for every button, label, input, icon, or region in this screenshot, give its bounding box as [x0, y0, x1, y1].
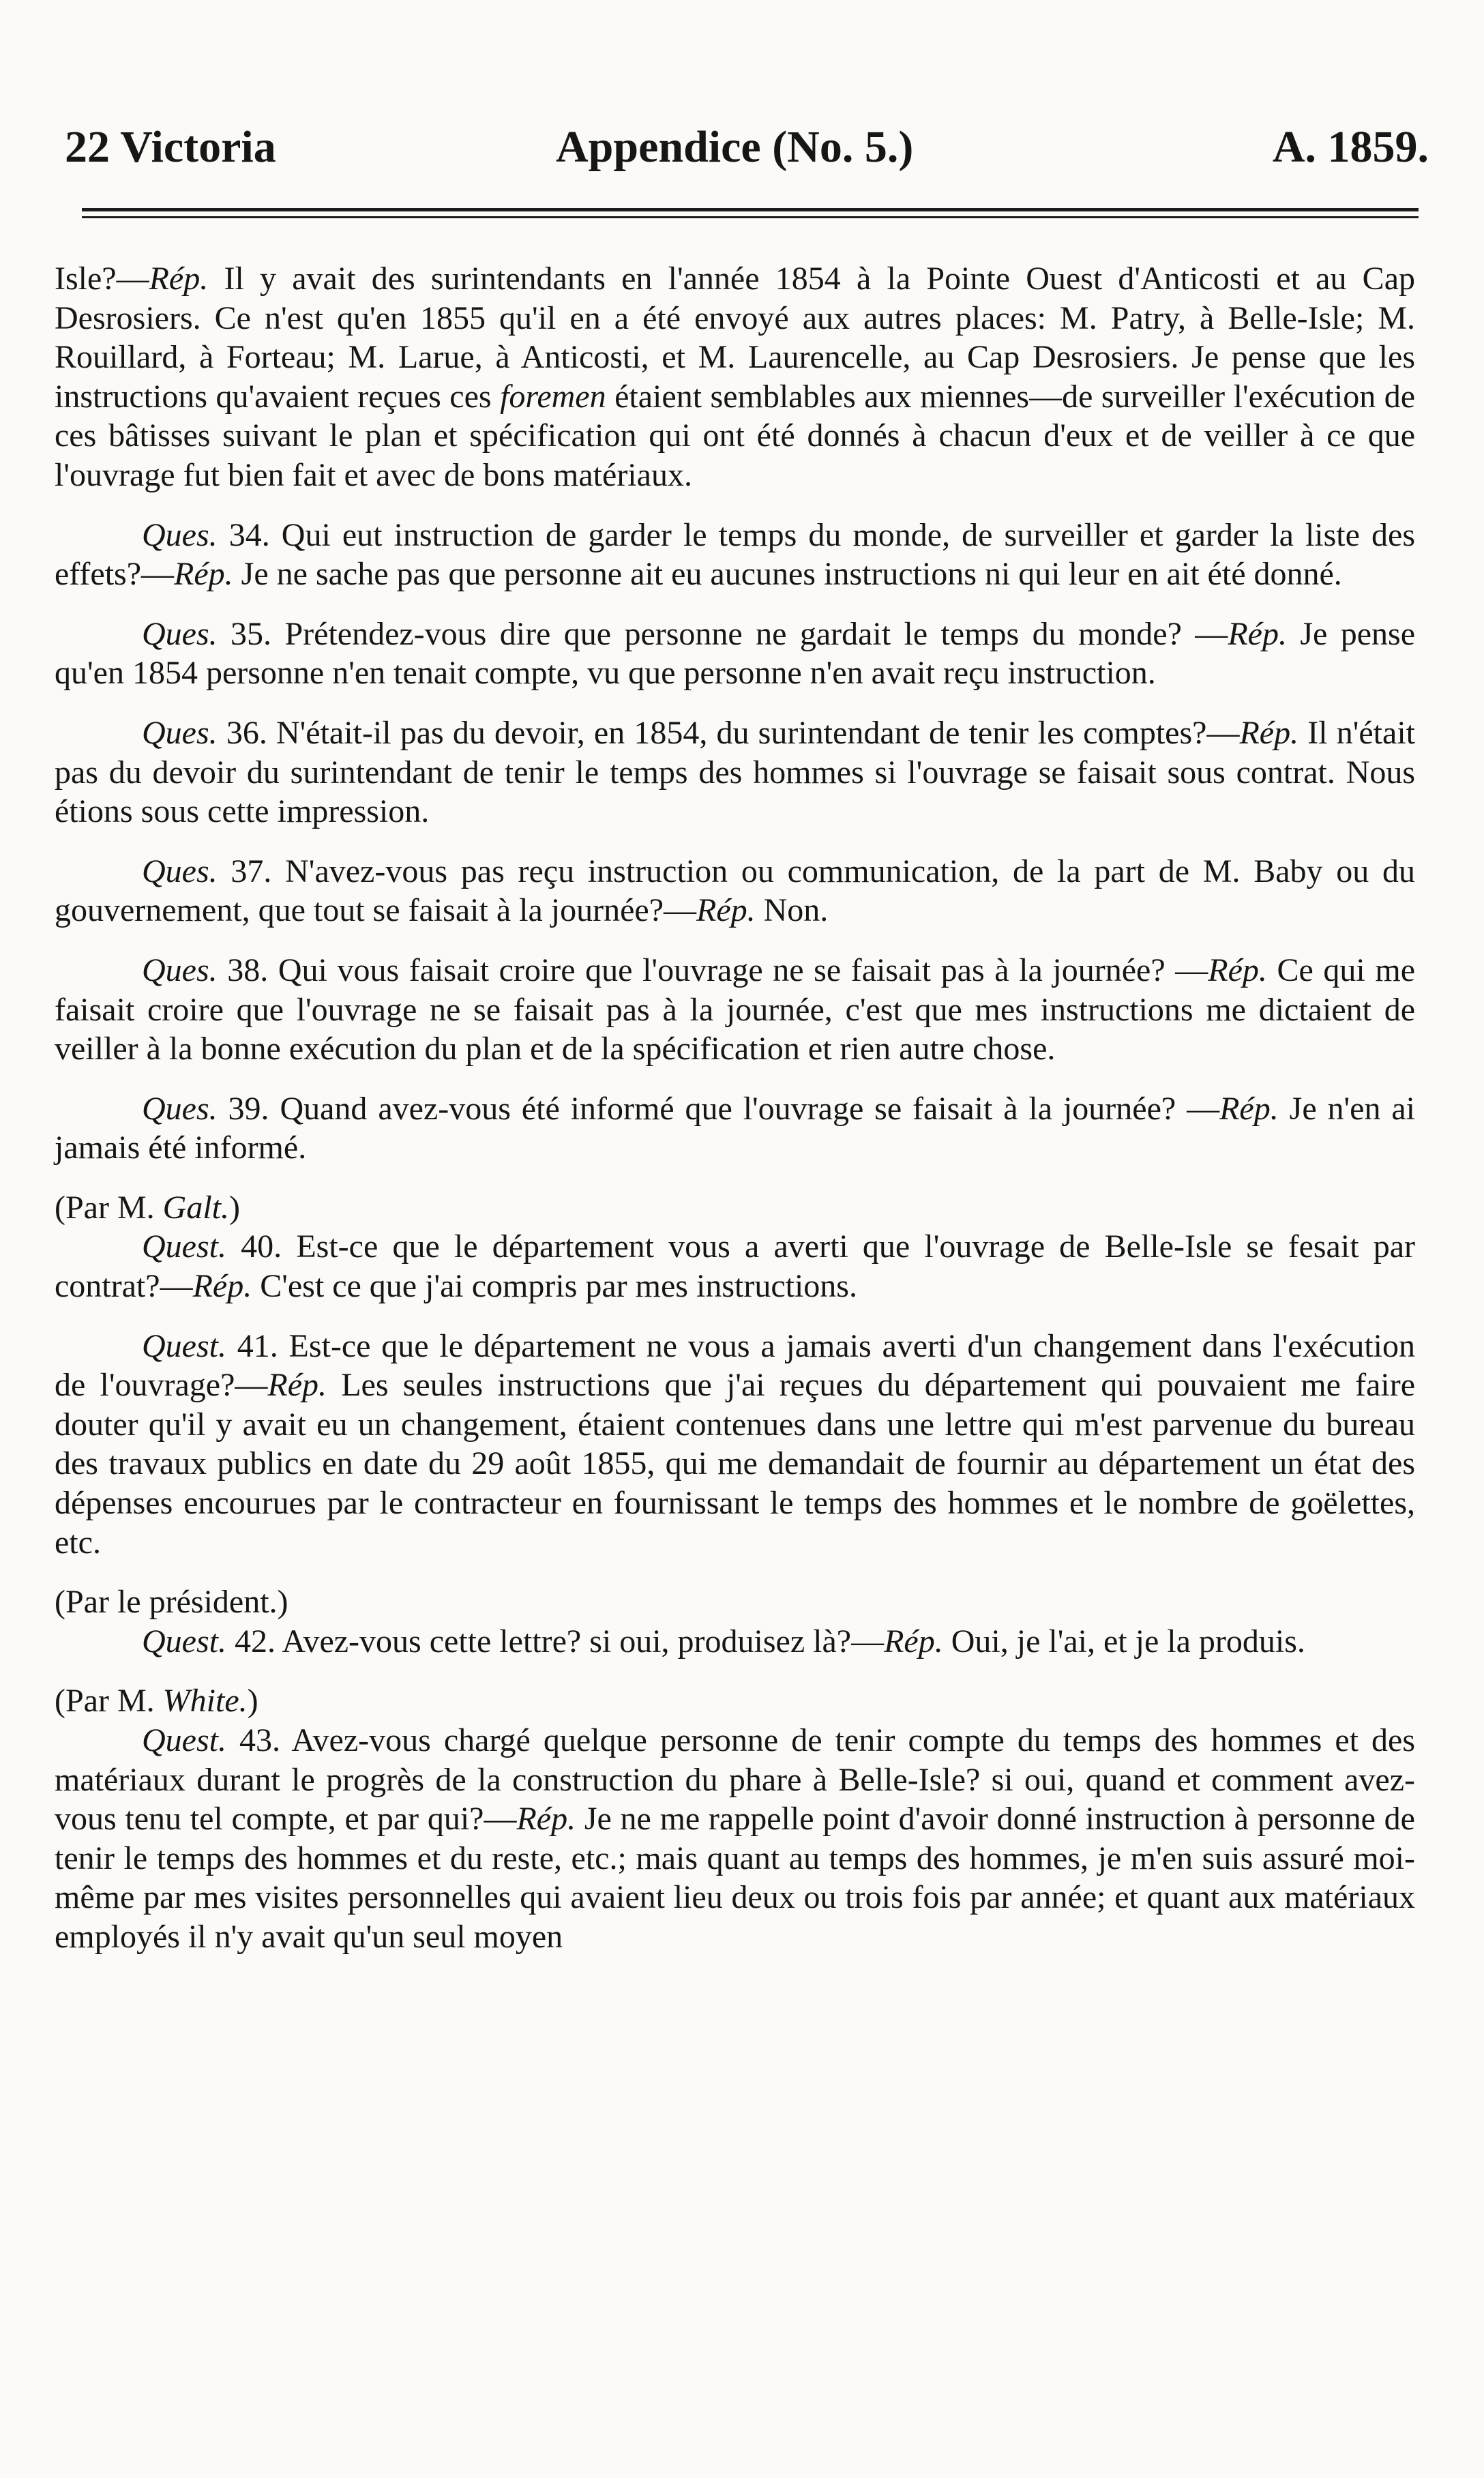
question-41: Quest. 41. Est-ce que le département ne vous a jamais averti d'un changement dans l'exécution de l'ouvrage?—Rép. Les seules instructions que j'ai reçues du département qui pouvaient me faire douter qu'il y avait eu un changement, étaient contenues dans une lettre qui m'est parvenue du bureau des travaux publics en date du 29 août 1855, qui me demandait de fournir au département un état des dépenses encourues par le contracteur en fournissant le temps des hommes et le nombre de goëlettes, etc.	[55, 1327, 1416, 1561]
header-session: 22 Victoria	[65, 122, 276, 172]
question-40: Quest. 40. Est-ce que le département vous a averti que l'ouvrage de Belle-Isle se fesait par contrat?—Rép. C'est ce que j'ai compris par mes instructions.	[55, 1228, 1415, 1305]
question-34: Ques. 34. Qui eut instruction de garder le temps du monde, de surveiller et garder la liste des effets?—Rép. Je ne sache pas que personne ait eu aucunes instructions ni qui leur en ait été donné.	[55, 516, 1415, 593]
header-appendix: Appendice (No. 5.)	[556, 122, 914, 172]
speaker-white: (Par M. White.)	[55, 1683, 258, 1720]
question-42: Quest. 42. Avez-vous cette lettre? si oui, produisez là?—Rép. Oui, je l'ai, et je la produis.	[142, 1623, 1305, 1660]
question-39: Ques. 39. Quand avez-vous été informé que l'ouvrage se faisait à la journée? —Rép. Je n'en ai jamais été informé.	[55, 1090, 1416, 1166]
header-rule-thick	[82, 208, 1419, 211]
speaker-galt: (Par M. Galt.)	[55, 1189, 240, 1226]
question-36: Ques. 36. N'était-il pas du devoir, en 1854, du surintendant de tenir les comptes?—Rép. Il n'était pas du devoir du surintendant de tenir le temps des hommes si l'ouvrage se faisait sous contrat. Nous étions sous cette impression.	[55, 714, 1415, 830]
speaker-president: (Par le président.)	[55, 1584, 288, 1621]
document-body	[55, 259, 1415, 1957]
header-year: A. 1859.	[1272, 122, 1429, 172]
question-43: Quest. 43. Avez-vous chargé quelque personne de tenir compte du temps des hommes et des matériaux durant le progrès de la construction du phare à Belle-Isle? si oui, quand et comment avez-vous tenu tel compte, et par qui?—Rép. Je ne me rappelle point d'avoir donné instruction à personne de tenir le temps des hommes et du reste, etc.; mais quant au temps des hommes, je m'en suis assuré moi-même par mes visites personnelles qui avaient lieu deux ou trois fois par année; et quant aux matériaux employés il n'y avait qu'un seul moyen	[55, 1722, 1415, 1955]
header-rule-thin	[82, 216, 1419, 218]
answer-continuation: Isle?—Rép. Il y avait des surintendants en l'année 1854 à la Pointe Ouest d'Anticosti et au Cap Desrosiers. Ce n'est qu'en 1855 qu'il en a été envoyé aux autres places: M. Patry, à Belle-Isle; M. Rouillard, à Forteau; M. Larue, à Anticosti, et M. Laurencelle, au Cap Desrosiers. Je pense que les instructions qu'avaient reçues ces foremen étaient semblables aux miennes—de surveiller l'exécution de ces bâtisses suivant le plan et spécification qui ont été donnés à chacun d'eux et de veiller à ce que l'ouvrage fut bien fait et avec de bons matériaux.	[55, 261, 1416, 493]
question-37: Ques. 37. N'avez-vous pas reçu instruction ou communication, de la part de M. Baby ou du gouvernement, que tout se faisait à la journée?—Rép. Non.	[55, 853, 1415, 929]
page-header	[65, 121, 1429, 176]
question-35: Ques. 35. Prétendez-vous dire que personne ne gardait le temps du monde? —Rép. Je pense qu'en 1854 personne n'en tenait compte, vu que personne n'en avait reçu instruction.	[55, 615, 1415, 692]
question-38: Ques. 38. Qui vous faisait croire que l'ouvrage ne se faisait pas à la journée? —Rép. Ce qui me faisait croire que l'ouvrage ne se faisait pas à la journée, c'est que mes instructions me dictaient de veiller à la bonne exécution du plan et de la spécification et rien autre chose.	[55, 952, 1415, 1067]
